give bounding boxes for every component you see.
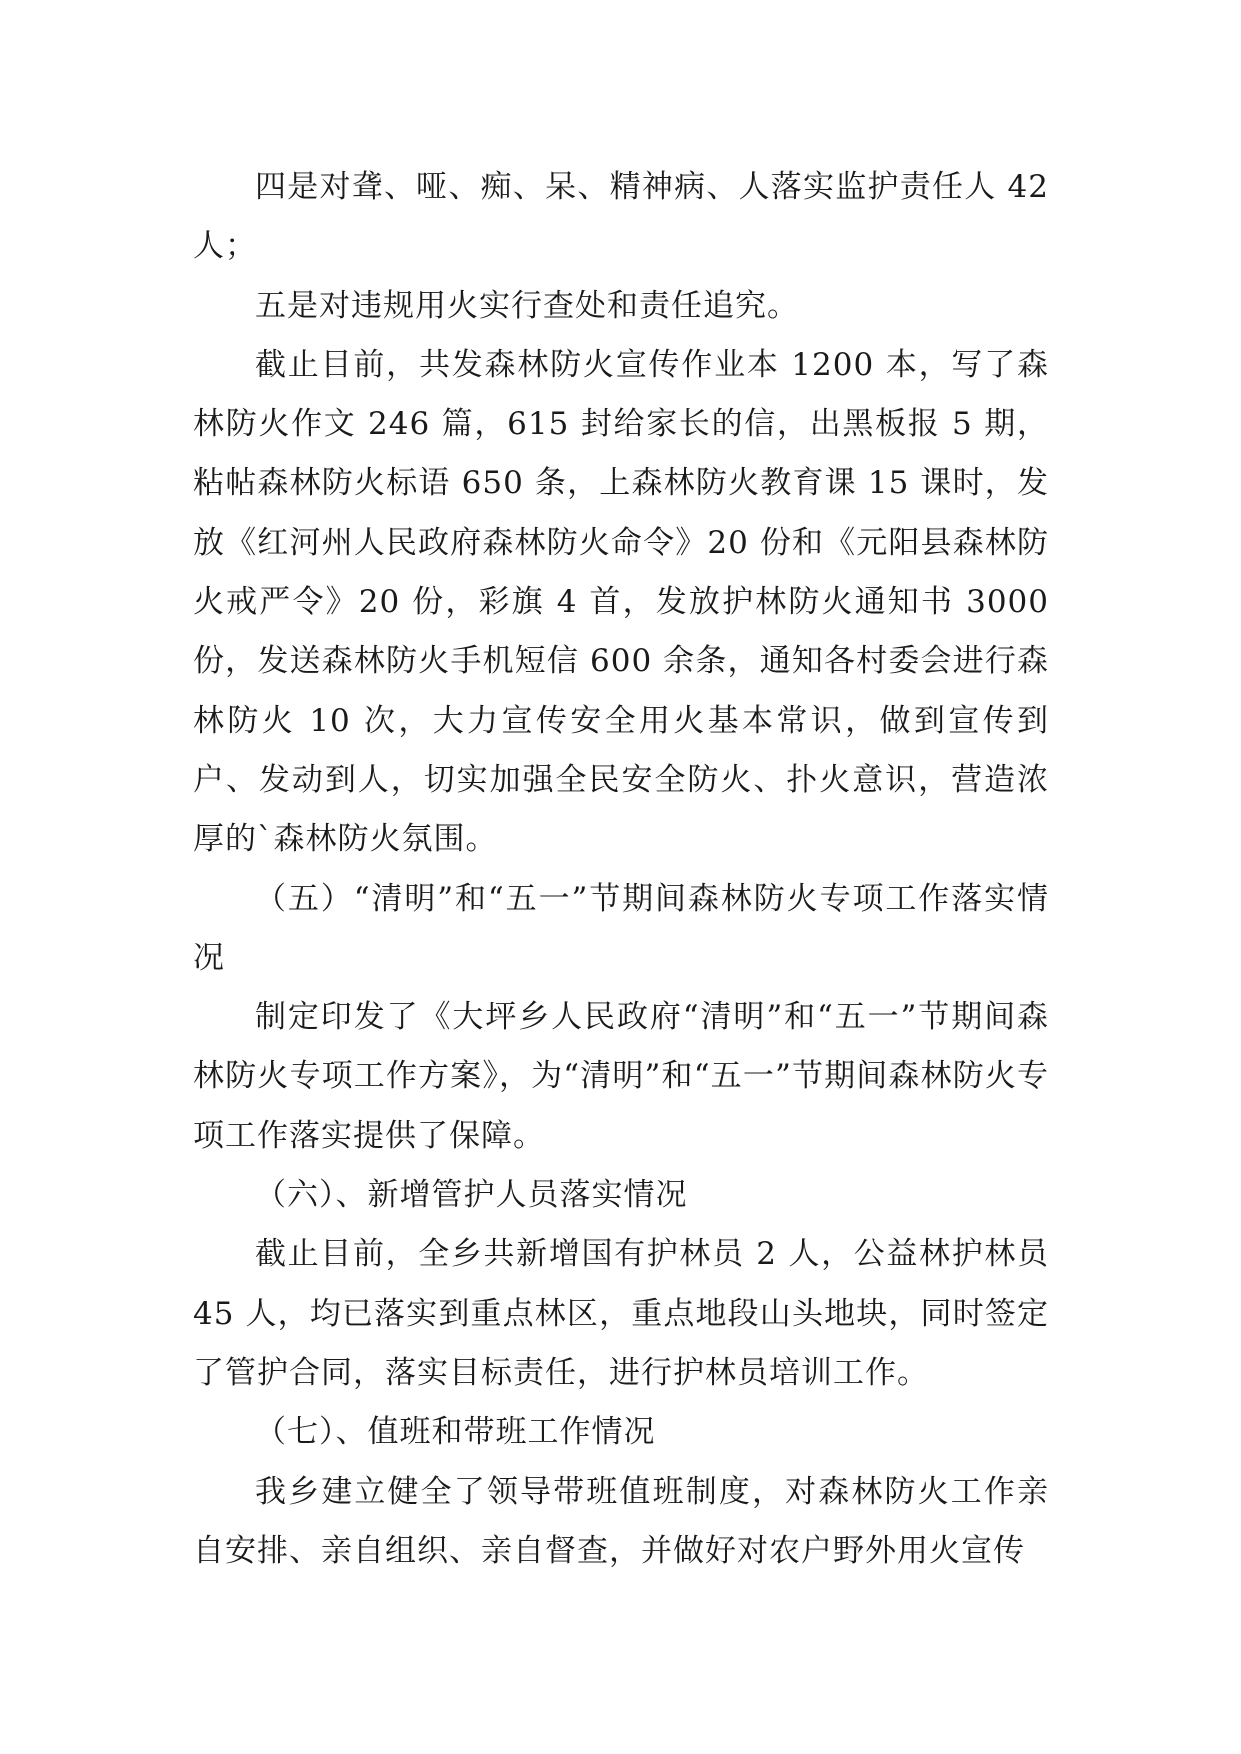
paragraph-duty-system: 我乡建立健全了领导带班值班制度，对森林防火工作亲自安排、亲自组织、亲自督查，并做好对农户野外用火宣传 (193, 1473, 1049, 1569)
paragraph-publicity: 截止目前，共发森林防火宣传作业本 1200 本，写了森林防火作文 246 篇，615 封给家长的信，出黑板报 5 期，粘帖森林防火标语 650 条，上森林防火教育课 15 课时，发放《红河州人民政府森林防火命令》20 份和《元阳县森林防火戒严令》20 份，彩旗 4 首，发放护林防火通知书 3000 份，发送森林防火手机短信 600 余条，通知各村委会进行森林防火 10 次，大力宣传安全用火基本常识，做到宣传到户、发动到人，切实加强全民安全防火、扑火意识，营造浓厚的`森林防火氛围。 (193, 346, 1049, 858)
paragraph-supervision: 四是对聋、哑、痴、呆、精神病、人落实监护责任人 42 人； (193, 169, 1049, 265)
section-heading-seven: （七）、值班和带班工作情况 (255, 1414, 656, 1451)
paragraph-special-plan: 制定印发了《大坪乡人民政府“清明”和“五一”节期间森林防火专项工作方案》，为“清明”和“五一”节期间森林防火专项工作落实提供了保障。 (193, 999, 1049, 1154)
paragraph-forest-rangers: 截止目前，全乡共新增国有护林员 2 人，公益林护林员 45 人，均已落实到重点林区，重点地段山头地块，同时签定了管护合同，落实目标责任，进行护林员培训工作。 (193, 1236, 1049, 1391)
document-body (193, 158, 1049, 1581)
paragraph-accountability: 五是对违规用火实行查处和责任追究。 (255, 287, 799, 324)
section-heading-six: （六）、新增管护人员落实情况 (255, 1177, 688, 1214)
section-heading-five: （五）“清明”和“五一”节期间森林防火专项工作落实情况 (193, 880, 1049, 976)
